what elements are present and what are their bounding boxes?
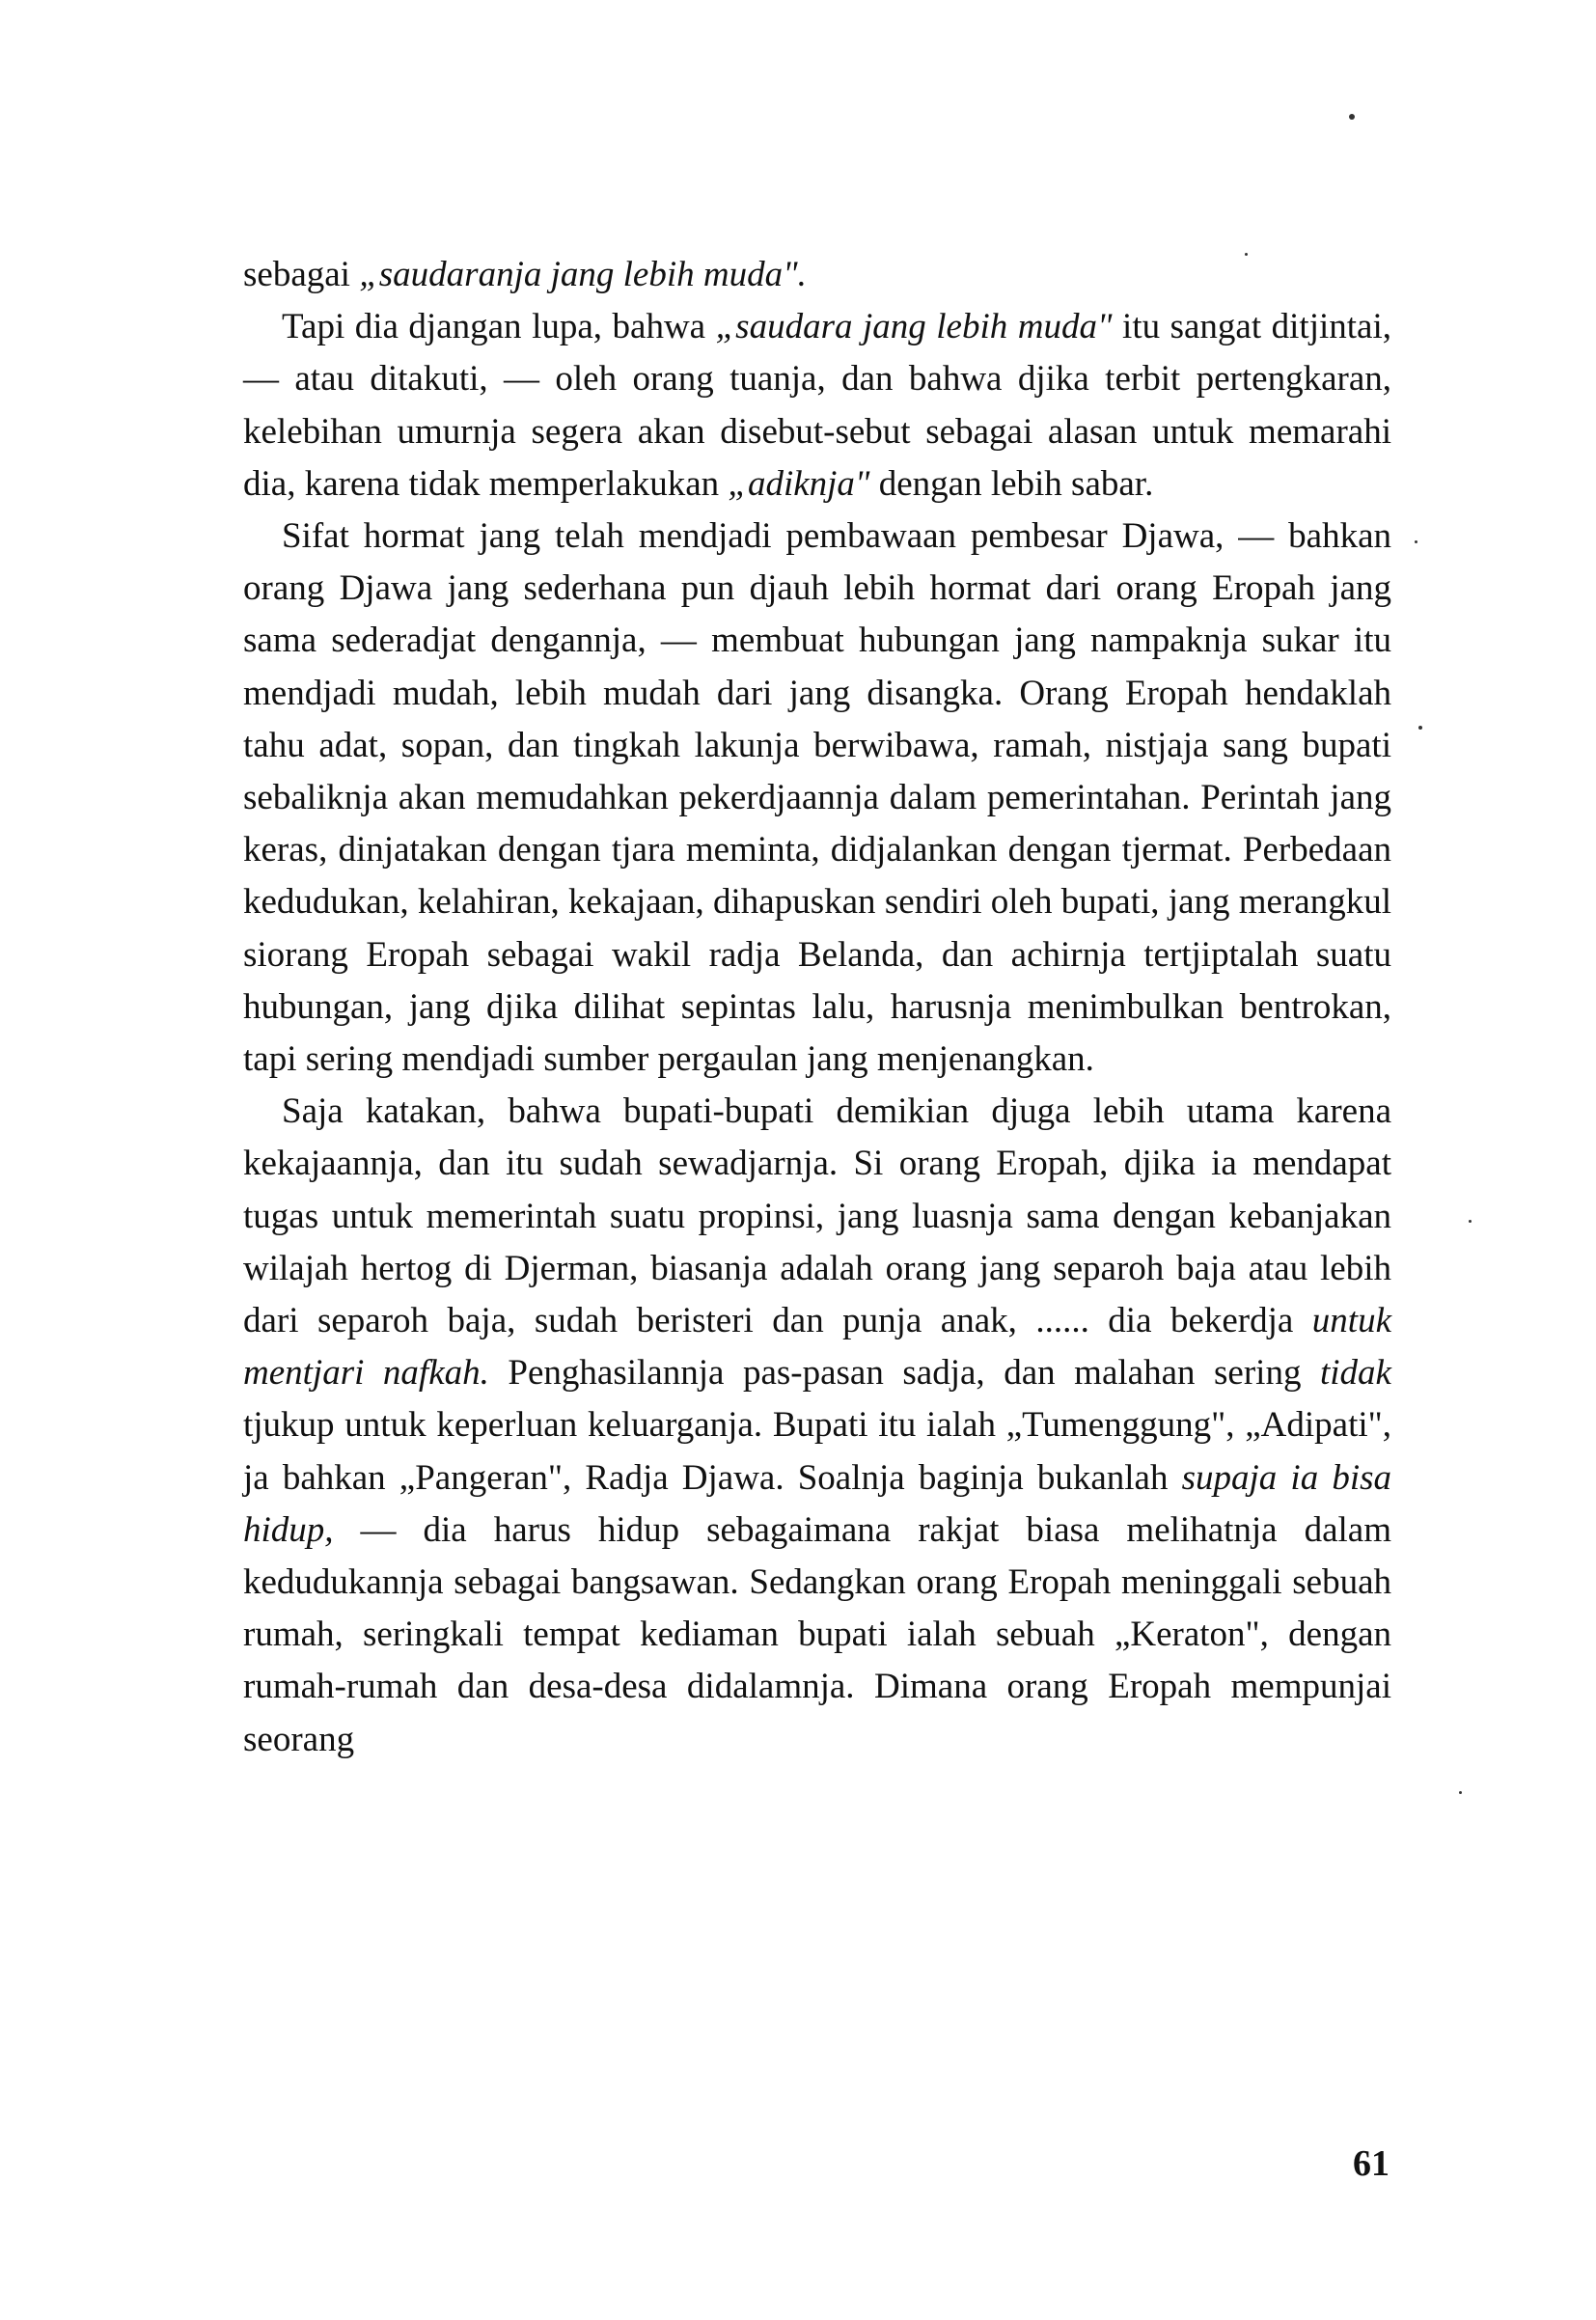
segment-italic: „saudara jang lebih muda" bbox=[715, 307, 1113, 347]
scan-speck bbox=[1415, 540, 1417, 543]
page-number: 61 bbox=[1353, 2143, 1390, 2184]
segment: tjukup untuk keperluan keluarganja. Bupati itu ialah „Tumenggung", „Adipati", ja bahkan „Pangeran", Radja Djawa. Soalnja baginja bukanlah bbox=[243, 1405, 1391, 1498]
paragraph-3 bbox=[243, 511, 1391, 1086]
scan-speck bbox=[1349, 114, 1355, 120]
segment: Penghasilannja pas-pasan sadja, dan malahan sering bbox=[488, 1353, 1320, 1394]
scan-speck bbox=[1418, 726, 1422, 730]
segment-italic: „adiknja" bbox=[728, 463, 870, 504]
segment: sebagai bbox=[243, 255, 360, 294]
segment: Saja katakan, bahwa bupati-bupati demikian djuga lebih utama karena kekajaannja, dan itu sudah sewadjarnja. Si orang Eropah, djika ia mendapat tugas untuk memerintah suatu propinsi, jang luasnja sama dengan kebanjakan wilajah hertog di Djerman, biasanja adalah orang jang separoh baja atau lebih dari separoh baja, sudah beristeri dan punja anak, ...... dia bekerdja bbox=[243, 1091, 1391, 1341]
segment: Tapi dia djangan lupa, bahwa bbox=[282, 307, 716, 347]
paragraph-1 bbox=[243, 249, 1391, 301]
segment: — dia harus hidup sebagaimana rakjat biasa melihatnja dalam kedudukannja sebagai bangsawan. Sedangkan orang Eropah meninggali sebuah rumah, seringkali tempat kediaman bupati ialah sebuah „Keraton", dengan rumah-rumah dan desa-desa didalamnja. Dimana orang Eropah mempunjai seorang bbox=[243, 1509, 1391, 1759]
scan-speck bbox=[1459, 1791, 1462, 1794]
body-text bbox=[243, 249, 1391, 1766]
segment-italic: tidak bbox=[1320, 1353, 1391, 1394]
scan-speck bbox=[1245, 253, 1248, 256]
segment-italic: supaja ia bisa hidup, bbox=[243, 1457, 1391, 1550]
segment: Sifat hormat jang telah mendjadi pembawaan pembesar Djawa, — bahkan orang Djawa jang sederhana pun djauh lebih hormat dari orang Eropah jang sama sederadjat dengannja, — membuat hubungan jang nampaknja sukar itu mendjadi mudah, lebih mudah dari jang disangka. Orang Eropah hendaklah tahu adat, sopan, dan tingkah lakunja berwibawa, ramah, nistjaja sang bupati sebaliknja akan memudahkan pekerdjaannja dalam pemerintahan. Perintah jang keras, dinjatakan dengan tjara meminta, didjalankan dengan tjermat. Perbedaan kedudukan, kelahiran, kekajaan, dihapuskan sendiri oleh bupati, jang merangkul siorang Eropah sebagai wakil radja Belanda, dan achirnja tertjiptalah suatu hubungan, jang djika dilihat sepintas lalu, harusnja menimbulkan bentrokan, tapi sering mendjadi sumber pergaulan jang menjenangkan. bbox=[243, 516, 1391, 1080]
scan-speck bbox=[1469, 1220, 1472, 1223]
segment: dengan lebih sabar. bbox=[869, 463, 1154, 504]
segment-italic: untuk mentjari nafkah. bbox=[243, 1301, 1391, 1394]
paragraph-2 bbox=[243, 301, 1391, 511]
paragraph-4 bbox=[243, 1086, 1391, 1766]
segment: itu sangat ditjintai, — atau ditakuti, — oleh orang tuanja, dan bahwa djika terbit pertengkaran, kelebihan umurnja segera akan disebut-sebut sebagai alasan untuk memarahi dia, karena tidak memperlakukan bbox=[243, 307, 1391, 504]
segment-italic: „saudaranja jang lebih muda". bbox=[359, 255, 807, 294]
